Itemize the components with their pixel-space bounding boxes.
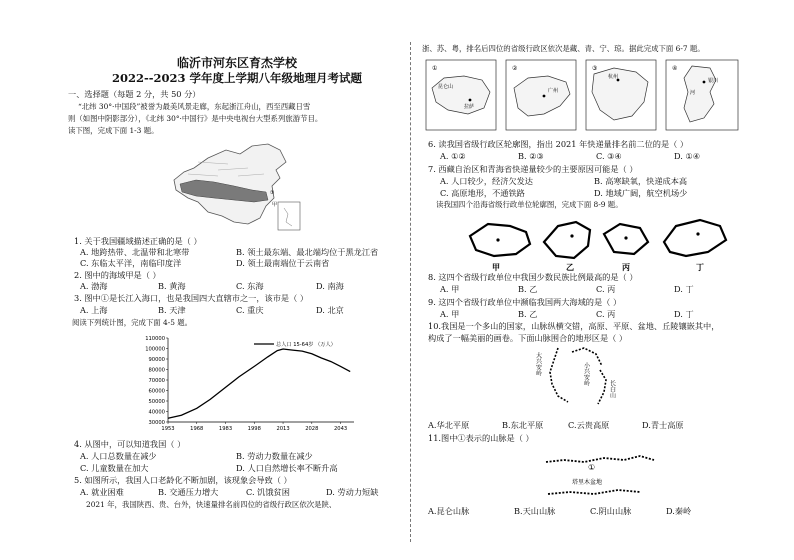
q7-stem: 7. 西藏自治区和青海省快递量较少的主要原因可能是（ ）: [428, 164, 638, 174]
china-map: [168, 140, 318, 235]
map-4-city: 银川: [708, 78, 719, 84]
province-label-bing: 丙: [622, 263, 630, 272]
q5-option-b[interactable]: B. 交通压力增大: [158, 487, 219, 497]
q11-option-a[interactable]: A.昆仑山脉: [428, 506, 470, 516]
svg-text:①: ①: [270, 190, 275, 196]
q9-option-c[interactable]: C. 丙: [596, 309, 616, 319]
q4-option-a[interactable]: A. 人口总数量在减少: [80, 451, 157, 461]
mountain-label-xiaoxinganling: 小兴安岭: [582, 362, 590, 386]
school-title: 临沂市河东区育杰学校: [176, 56, 297, 70]
q10-line-2: 构成了一幅美丽的画卷。下面山脉围合的地形区是（ ）: [428, 333, 628, 343]
q3-stem: 3. 图中①是长江入海口，也是我国四大直辖市之一，该市是（ ）: [74, 293, 309, 303]
x-tick-label: 2013: [276, 426, 290, 432]
map-4: [666, 60, 738, 130]
q4-stem: 4. 从图中，可以知道我国（ ）: [74, 439, 186, 449]
q2-option-d[interactable]: D. 南海: [316, 281, 344, 291]
y-tick-label: 70000: [148, 378, 165, 384]
q10-option-c[interactable]: C.云贵高原: [568, 420, 610, 430]
mountain-label-changbaishan: 长白山: [608, 380, 616, 398]
q8-option-a[interactable]: A. 甲: [440, 284, 460, 294]
map-4-river: 河: [690, 90, 696, 96]
q6-option-a[interactable]: A. ①②: [440, 151, 466, 161]
q7-option-d[interactable]: D. 地域广阔，航空机场少: [594, 188, 688, 198]
legend-label: 总人口 15-64岁 （万人）: [276, 342, 336, 348]
y-tick-label: 80000: [148, 367, 165, 374]
intro-line-1: “北纬 30°·中国段”被誉为最美风景走廊，东起浙江舟山，西至西藏日雪: [78, 102, 311, 111]
x-tick-label: 2028: [305, 426, 319, 432]
map-3-city: 杭州: [608, 74, 619, 80]
q10-line-1: 10.我国是一个多山的国家，山脉纵横交错，高原、平原、盆地、丘陵镶嵌其中，: [428, 321, 720, 331]
q9-option-d[interactable]: D. 丁: [674, 309, 694, 319]
q1-option-d[interactable]: D. 领土最南端位于云南省: [236, 258, 330, 268]
x-tick-label: 1968: [190, 426, 204, 432]
q1-option-b[interactable]: B. 领土最东端、最北端均位于黑龙江省: [236, 247, 379, 257]
q1-option-c[interactable]: C. 东临太平洋，南临印度洋: [80, 258, 182, 268]
province-maps: [424, 58, 742, 134]
q6-stem: 6. 读我国省级行政区轮廓图，指出 2021 年快递量排名前二位的是（ ）: [428, 139, 689, 149]
q2-option-a[interactable]: A. 渤海: [80, 281, 108, 291]
q8-option-b[interactable]: B. 乙: [518, 284, 538, 294]
q7-option-a[interactable]: A. 人口较少，经济欠发达: [440, 176, 533, 186]
column-divider: [410, 42, 411, 542]
map-2-label: ②: [512, 65, 518, 72]
q9-option-b[interactable]: B. 乙: [518, 309, 538, 319]
q4-option-c[interactable]: C. 儿童数量在加大: [80, 463, 149, 473]
q8-option-d[interactable]: D. 丁: [674, 284, 694, 294]
q4-option-b[interactable]: B. 劳动力数量在减少: [236, 451, 313, 461]
y-tick-label: 50000: [148, 399, 165, 405]
q1-stem: 1. 关于我国疆域描述正确的是（ ）: [74, 236, 202, 246]
q5-option-d[interactable]: D. 劳动力短缺: [326, 487, 379, 497]
map-1: [426, 60, 496, 130]
svg-text:甲: 甲: [272, 202, 278, 208]
q2-option-c[interactable]: C. 东海: [236, 281, 264, 291]
q9-option-a[interactable]: A. 甲: [440, 309, 460, 319]
intro-line-2: 则（如图中阴影部分），《北纬 30°·中国行》是中央电视台大型系列旅游节目。: [68, 114, 323, 123]
q5-option-c[interactable]: C. 饥饿贫困: [246, 487, 290, 497]
q11-option-b[interactable]: B.天山山脉: [514, 506, 556, 516]
q1-option-a[interactable]: A. 地跨热带、北温带和北寒带: [80, 247, 190, 257]
mountain-label-daxinganling: 大兴安岭: [534, 352, 542, 376]
q11-option-c[interactable]: C.阴山山脉: [590, 506, 632, 516]
coastal-provinces: [464, 212, 744, 272]
q7-option-c[interactable]: C. 高原地形，不通铁路: [440, 188, 525, 198]
x-tick-label: 1998: [247, 426, 261, 432]
map-1-city: 拉萨: [464, 104, 475, 110]
y-tick-label: 110000: [145, 336, 165, 342]
q2-option-b[interactable]: B. 黄海: [158, 281, 186, 291]
intro-line-3: 读下图，完成下面 1-3 题。: [68, 126, 159, 135]
q11-basin-label: 塔里木盆地: [572, 479, 603, 486]
right-top-text: 浙、苏、粤，排名后四位的省级行政区依次是藏、青、宁、琼。据此完成下面 6-7 题。: [422, 44, 705, 53]
x-tick-label: 2043: [333, 426, 348, 432]
q7-option-b[interactable]: B. 高寒缺氧，快递成本高: [594, 176, 688, 186]
y-tick-label: 30000: [148, 420, 165, 426]
province-label-yi: 乙: [566, 263, 574, 272]
series-line-working-age-population: [168, 349, 350, 418]
chart-intro: 阅读下列统计图，完成下面 4-5 题。: [72, 318, 193, 327]
maps2-intro: 读我国四个沿海省级行政单位轮廓图，完成下面 8-9 题。: [436, 200, 623, 209]
province-label-jia: 甲: [492, 263, 500, 272]
mountain-diagram-2: [540, 444, 660, 502]
q8-option-c[interactable]: C. 丙: [596, 284, 616, 294]
q3-option-b[interactable]: B. 天津: [158, 305, 186, 315]
map-2: [506, 60, 576, 130]
q5-option-a[interactable]: A. 就业困难: [80, 487, 124, 497]
q5-stem: 5. 如图所示，我国人口老龄化不断加剧，该现象会导致（ ）: [74, 475, 292, 485]
right-column: [418, 0, 748, 560]
q10-option-b[interactable]: B.东北平原: [502, 420, 544, 430]
section-heading: 一、选择题（每题 2 分，共 50 分）: [68, 89, 201, 99]
q6-option-d[interactable]: D. ①④: [674, 151, 701, 161]
population-chart: [124, 330, 364, 435]
q11-option-d[interactable]: D.秦岭: [666, 506, 692, 516]
y-tick-label: 40000: [148, 409, 165, 416]
map-3: [586, 60, 656, 130]
q9-stem: 9. 这四个省级行政单位中濒临我国两大海域的是（ ）: [428, 297, 622, 307]
q8-stem: 8. 这四个省级行政单位中我国少数民族比例最高的是（ ）: [428, 272, 638, 282]
left-column: [68, 0, 406, 560]
province-label-ding: 丁: [696, 263, 704, 272]
map-3-label: ③: [592, 65, 598, 72]
x-tick-label: 1983: [218, 426, 233, 432]
mountain-diagram-1: [528, 344, 638, 416]
q10-option-a[interactable]: A.华北平原: [428, 420, 470, 430]
q2-stem: 2. 图中的海域甲是（ ）: [74, 270, 161, 280]
map-2-city: 广州: [548, 88, 559, 94]
q11-marker: ①: [588, 463, 596, 472]
q3-option-a[interactable]: A. 上海: [80, 305, 108, 315]
q3-option-d[interactable]: D. 北京: [316, 305, 344, 315]
q4-option-d[interactable]: D. 人口自然增长率不断升高: [236, 463, 338, 473]
q6-option-c[interactable]: C. ③④: [596, 151, 622, 161]
map-4-label: ④: [672, 65, 678, 72]
y-tick-label: 60000: [148, 388, 165, 395]
x-tick-label: 1953: [161, 426, 175, 432]
q3-option-c[interactable]: C. 重庆: [236, 305, 264, 315]
exam-title: 2022--2023 学年度上学期八年级地理月考试题: [111, 71, 363, 85]
q11-stem: 11.图中①表示的山脉是（ ）: [428, 433, 534, 443]
q10-option-d[interactable]: D.青士高原: [642, 420, 684, 430]
left-footer-text: 2021 年，我国陕西、贵、台外，快速量排名前四位的省级行政区依次是陕、: [86, 500, 337, 509]
y-tick-label: 90000: [148, 357, 165, 363]
map-1-mountain: 昆仑山: [438, 84, 454, 90]
y-tick-label: 100000: [145, 346, 165, 353]
q6-option-b[interactable]: B. ②③: [518, 151, 544, 161]
map-1-label: ①: [432, 65, 438, 72]
